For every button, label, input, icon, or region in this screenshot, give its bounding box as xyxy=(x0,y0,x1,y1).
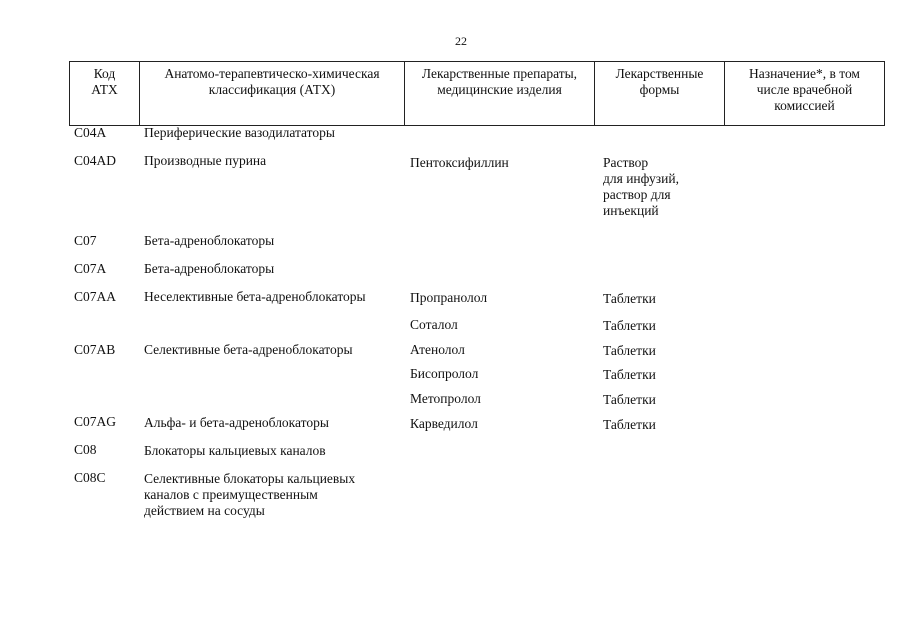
row-form: Таблетки xyxy=(603,367,656,382)
row-classification: Блокаторы кальциевых каналов xyxy=(144,443,326,458)
header-code: Код АТХ xyxy=(70,62,140,126)
row-drug: Соталол xyxy=(410,317,458,332)
row-classification: Производные пурина xyxy=(144,153,267,168)
row-classification: Бета-адреноблокаторы xyxy=(144,233,275,248)
row-classification: Селективные блокаторы кальциевых каналов с преимущественным действием на сосуды xyxy=(144,471,356,518)
row-code: C04AD xyxy=(74,153,117,168)
row-drug: Пропранолол xyxy=(410,290,488,305)
row-classification: Неселективные бета-адреноблокаторы xyxy=(144,289,366,304)
row-classification: Бета-адреноблокаторы xyxy=(144,261,275,276)
header-drugs: Лекарственные препараты, медицинские изделия xyxy=(405,62,595,126)
row-form: Таблетки xyxy=(603,343,656,358)
row-code: C07A xyxy=(74,261,107,276)
row-code: C07 xyxy=(74,233,97,248)
row-code: C07AG xyxy=(74,414,117,429)
header-purpose: Назначение*, в том числе врачебной комиссией xyxy=(725,62,885,126)
row-classification: Периферические вазодилататоры xyxy=(144,125,335,140)
row-form: Таблетки xyxy=(603,291,656,306)
row-form: Таблетки xyxy=(603,417,656,432)
header-forms: Лекарственные формы xyxy=(595,62,725,126)
row-classification: Селективные бета-адреноблокаторы xyxy=(144,342,353,357)
row-code: C07AB xyxy=(74,342,116,357)
row-code: C08C xyxy=(74,470,106,485)
row-drug: Бисопролол xyxy=(410,366,479,381)
row-classification: Альфа- и бета-адреноблокаторы xyxy=(144,415,329,430)
row-drug: Пентоксифиллин xyxy=(410,155,509,170)
row-form: Таблетки xyxy=(603,392,656,407)
header-classification: Анатомо-терапевтическо-химическая классификация (АТХ) xyxy=(140,62,405,126)
row-drug: Карведилол xyxy=(410,416,478,431)
row-form: Таблетки xyxy=(603,318,656,333)
row-code: C08 xyxy=(74,442,97,457)
row-form: Раствор для инфузий, раствор для инъекций xyxy=(603,155,679,218)
page-number: 22 xyxy=(455,34,467,48)
table-header xyxy=(69,61,885,126)
row-drug: Метопролол xyxy=(410,391,481,406)
row-code: C07AA xyxy=(74,289,117,304)
row-code: C04A xyxy=(74,125,107,140)
row-drug: Атенолол xyxy=(410,342,465,357)
